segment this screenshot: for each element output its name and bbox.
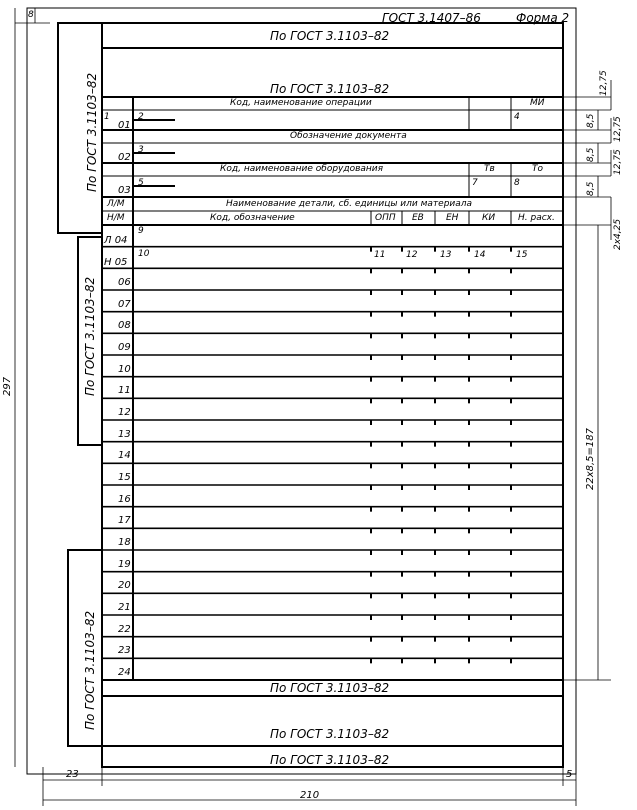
row-02: 02 (118, 152, 131, 163)
nrasch-header: Н. расх. (518, 213, 555, 223)
dim-12-75-b: 12,75 (613, 116, 623, 142)
row-number: 07 (118, 298, 131, 310)
dim-8-5-b: 8,5 (586, 147, 596, 162)
row-number: 16 (118, 493, 131, 505)
field-5: 5 (138, 178, 144, 188)
field-11: 11 (374, 250, 386, 260)
ref-stamp-3: По ГОСТ 3.1103–82 (83, 610, 97, 730)
row-number: 15 (118, 472, 131, 483)
gost-label: ГОСТ 3.1407–86 (382, 11, 481, 25)
row-number: 17 (118, 515, 131, 527)
nm-header: Н/М (107, 213, 125, 223)
row-01: 01 (118, 120, 131, 131)
lm-header: Л/М (107, 199, 125, 209)
dim-22x8-5: 22x8,5=187 (585, 427, 596, 490)
field-2: 2 (138, 112, 144, 122)
form-label: Форма 2 (516, 11, 570, 25)
en-header: ЕН (446, 213, 459, 223)
field-10: 10 (138, 249, 150, 259)
ref-stamp-2: По ГОСТ 3.1103–82 (83, 276, 97, 396)
doc-header: Обозначение документа (290, 131, 407, 141)
ki-header: КИ (482, 213, 496, 223)
dim-5: 5 (566, 769, 573, 780)
ref-stamp-1: По ГОСТ 3.1103–82 (85, 72, 99, 192)
row-number: 10 (118, 363, 131, 375)
ref-top: По ГОСТ 3.1103–82 (270, 29, 390, 43)
row-n05: Н 05 (104, 257, 128, 268)
to-header: То (532, 164, 544, 174)
row-number: 09 (118, 342, 131, 353)
field-9: 9 (138, 226, 144, 236)
row-number: 06 (118, 277, 131, 288)
field-13: 13 (440, 250, 452, 260)
detail-header: Наименование детали, сб. единицы или материала (226, 199, 473, 209)
ref-bottom: По ГОСТ 3.1103–82 (270, 753, 390, 767)
dim-8: 8 (28, 10, 34, 20)
ref-upper: По ГОСТ 3.1103–82 (270, 82, 390, 96)
ref-lower-1: По ГОСТ 3.1103–82 (270, 681, 390, 695)
row-number: 14 (118, 450, 131, 462)
dim-23: 23 (66, 769, 79, 780)
mi-header: МИ (530, 98, 545, 108)
field-4: 4 (514, 112, 520, 122)
dim-8-5-a: 8,5 (586, 113, 596, 128)
field-8: 8 (514, 178, 520, 188)
dim-12-75-a: 12,75 (599, 70, 609, 96)
equip-header: Код, наименование оборудования (220, 164, 384, 174)
row-number: 18 (118, 537, 131, 548)
tv-header: Тв (484, 164, 495, 174)
dim-8-5-c: 8,5 (586, 181, 596, 196)
dim-297: 297 (2, 376, 13, 396)
field-7: 7 (472, 178, 478, 188)
op-header: Код, наименование операции (230, 98, 372, 108)
field-15: 15 (516, 250, 528, 260)
row-03: 03 (118, 185, 131, 196)
ev-header: ЕВ (412, 213, 424, 223)
dim-2x4-25: 2x4,25 (613, 218, 623, 250)
dim-12-75-c: 12,75 (613, 149, 623, 175)
row-number: 22 (118, 623, 131, 635)
row-l04: Л 04 (104, 235, 128, 246)
row-number: 24 (118, 667, 131, 678)
ref-lower-2: По ГОСТ 3.1103–82 (270, 727, 390, 741)
row-number: 11 (118, 385, 131, 397)
field-3: 3 (138, 145, 144, 155)
row-number: 13 (118, 428, 131, 440)
row-number: 08 (118, 320, 131, 332)
row-number: 12 (118, 407, 131, 418)
field-12: 12 (406, 250, 418, 260)
row-number: 19 (118, 558, 131, 570)
field-14: 14 (474, 250, 486, 260)
dim-210: 210 (300, 790, 320, 801)
row-number: 20 (118, 580, 131, 592)
field-1: 1 (104, 112, 110, 122)
code-header: Код, обозначение (210, 213, 295, 223)
opp-header: ОПП (375, 213, 396, 223)
row-number: 23 (118, 645, 131, 657)
row-number: 21 (118, 602, 131, 613)
